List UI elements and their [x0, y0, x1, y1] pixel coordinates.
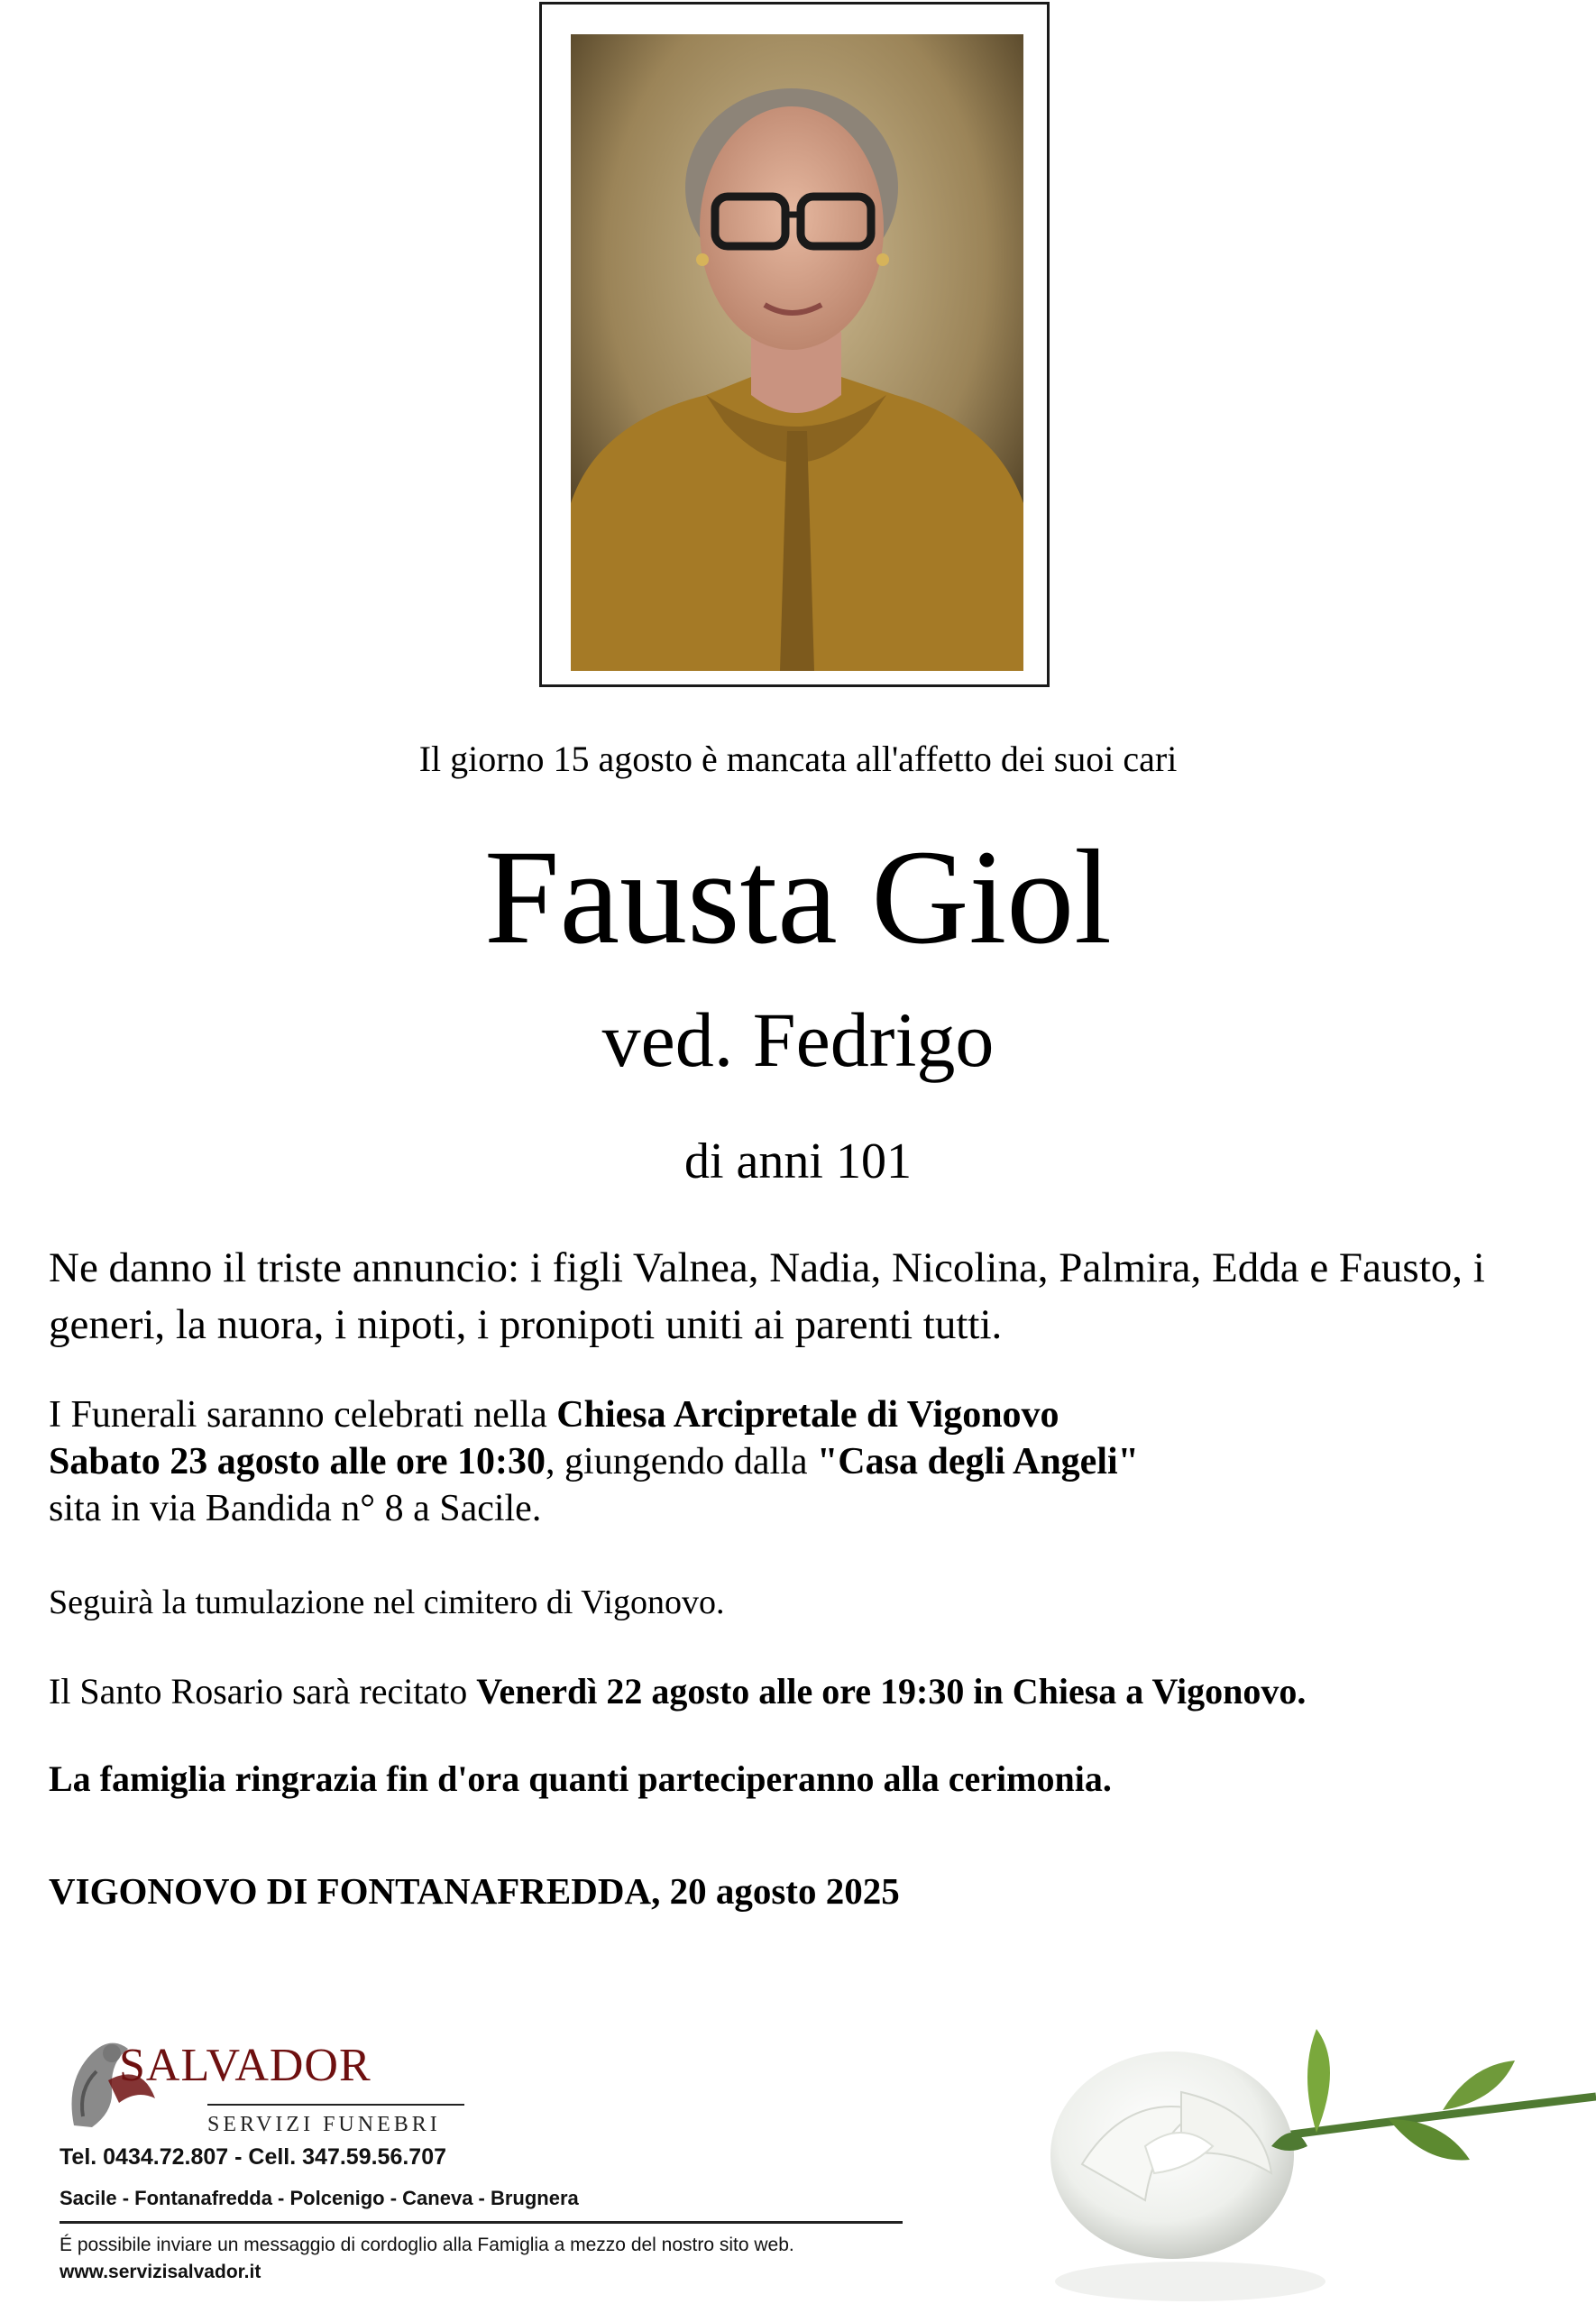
funeral-address: sita in via Bandida n° 8 a Sacile.: [49, 1488, 542, 1529]
funeral-intro: I Funerali saranno celebrati nella: [49, 1394, 557, 1436]
salvador-logo: [56, 2024, 471, 2142]
family-thanks: La famiglia ringrazia fin d'ora quanti parteciperanno alla cerimonia.: [49, 1758, 1112, 1799]
website-link[interactable]: www.servizisalvador.it: [60, 2262, 261, 2282]
portrait-frame: [539, 2, 1050, 687]
place-date: VIGONOVO DI FONTANAFREDDA, 20 agosto 2025: [49, 1870, 900, 1912]
condolence-message: É possibile inviare un messaggio di cordoglio alla Famiglia a mezzo del nostro sito web.: [60, 2235, 794, 2255]
funeral-info: [49, 1391, 1564, 1532]
logo-divider: [207, 2104, 464, 2106]
funeral-datetime: Sabato 23 agosto alle ore 10:30: [49, 1441, 546, 1482]
logo-name: SALVADOR: [119, 2040, 371, 2091]
rosary-details: Venerdì 22 agosto alle ore 19:30 in Chiesa a Vigonovo.: [476, 1671, 1307, 1712]
footer-divider: [60, 2221, 903, 2224]
rosary-intro: Il Santo Rosario sarà recitato: [49, 1671, 477, 1712]
intro-text: Il giorno 15 agosto è mancata all'affetto dei suoi cari: [418, 739, 1178, 779]
towns-list: Sacile - Fontanafredda - Polcenigo - Caneva - Brugnera: [60, 2187, 579, 2209]
rose-icon: [1046, 2011, 1596, 2308]
funeral-church: Chiesa Arcipretale di Vigonovo: [556, 1394, 1059, 1436]
burial-info: Seguirà la tumulazione nel cimitero di Vigonovo.: [49, 1583, 725, 1621]
rosary-info: [49, 1665, 1564, 1718]
contacts: Tel. 0434.72.807 - Cell. 347.59.56.707: [60, 2144, 447, 2170]
age: di anni 101: [684, 1134, 912, 1189]
funeral-from: , giungendo dalla: [546, 1441, 817, 1482]
widow-of: ved. Fedrigo: [601, 996, 995, 1083]
logo-subtitle: SERVIZI FUNEBRI: [207, 2113, 441, 2136]
white-rose-illustration: [1046, 2011, 1596, 2308]
announcement: Ne danno il triste annuncio: i figli Valnea, Nadia, Nicolina, Palmira, Edda e Fausto, i generi, la nuora, i nipoti, i pronipoti uniti ai parenti tutti.: [49, 1244, 1485, 1348]
portrait-photo: [571, 34, 1023, 671]
portrait-illustration: [571, 34, 1023, 671]
funeral-origin: "Casa degli Angeli": [816, 1441, 1139, 1482]
deceased-name: Fausta Giol: [484, 822, 1112, 972]
